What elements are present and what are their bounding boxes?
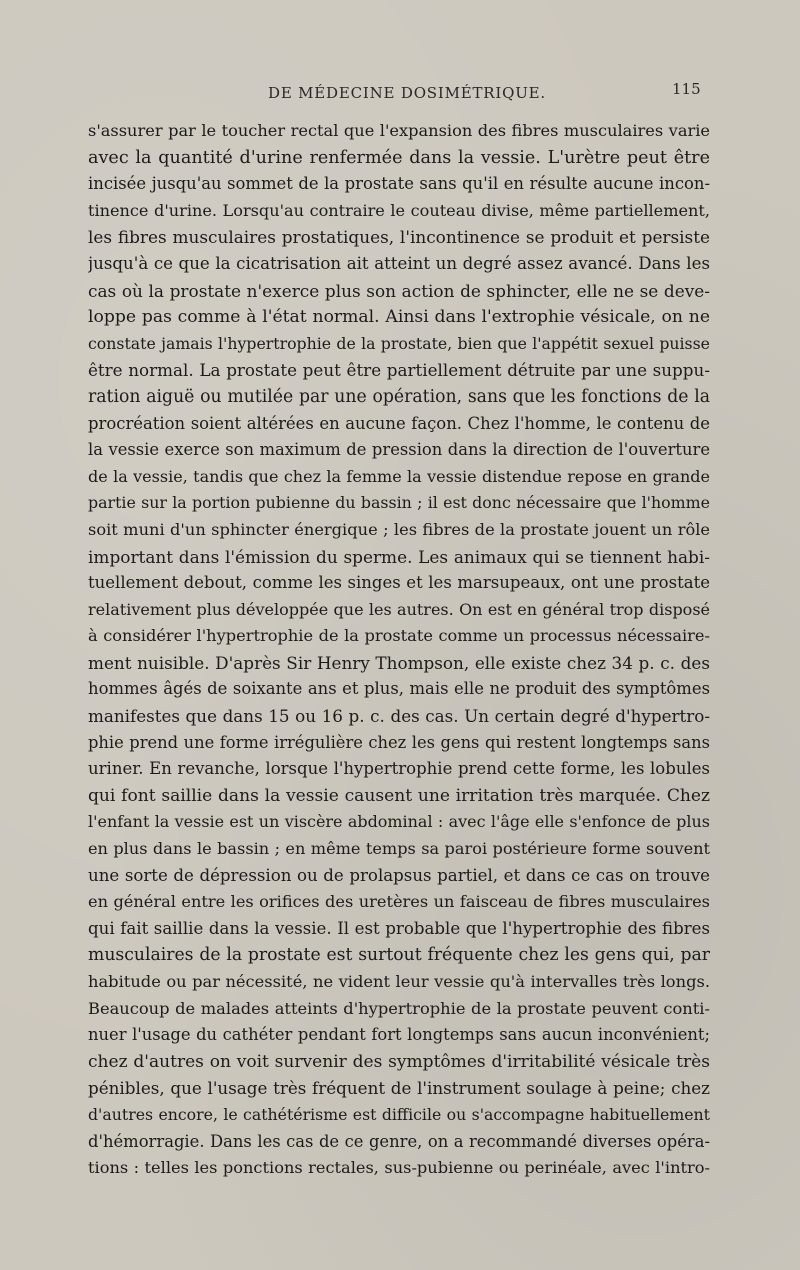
text-line: manifestes que dans 15 ou 16 p. c. des cas. Un certain degré d'hypertro- xyxy=(88,706,710,727)
text-line: d'hémorragie. Dans les cas de ce genre, on a recommandé diverses opéra- xyxy=(88,1131,710,1151)
text-line: uriner. En revanche, lorsque l'hypertrophie prend cette forme, les lobules xyxy=(88,759,710,779)
text-line: tinence d'urine. Lorsqu'au contraire le couteau divise, même partiellement, xyxy=(88,200,710,220)
text-line: à considérer l'hypertrophie de la prostate comme un processus nécessaire- xyxy=(88,626,710,646)
text-line: ment nuisible. D'après Sir Henry Thompson, elle existe chez 34 p. c. des xyxy=(88,652,710,673)
text-line: ration aiguë ou mutilée par une opération, sans que les fonctions de la xyxy=(88,386,710,407)
text-line: avec la quantité d'urine renfermée dans la vessie. L'urètre peut être xyxy=(88,147,710,168)
text-line: de la vessie, tandis que chez la femme la vessie distendue repose en grande xyxy=(88,466,710,486)
running-title: DE MÉDECINE DOSIMÉTRIQUE. xyxy=(268,84,546,102)
text-line: jusqu'à ce que la cicatrisation ait atteint un degré assez avancé. Dans les xyxy=(88,253,710,273)
text-line: la vessie exerce son maximum de pression dans la direction de l'ouverture xyxy=(88,440,710,460)
text-line: s'assurer par le toucher rectal que l'expansion des fibres musculaires varie xyxy=(88,121,710,140)
text-line: qui fait saillie dans la vessie. Il est probable que l'hypertrophie des fibres xyxy=(88,918,710,938)
text-line: soit muni d'un sphincter énergique ; les fibres de la prostate jouent un rôle xyxy=(88,519,710,539)
text-line: important dans l'émission du sperme. Les animaux qui se tiennent habi- xyxy=(88,546,710,567)
text-line: l'enfant la vessie est un viscère abdominal : avec l'âge elle s'enfonce de plus xyxy=(88,812,710,832)
text-line: chez d'autres on voit survenir des symptômes d'irritabilité vésicale très xyxy=(88,1051,710,1072)
text-line: pénibles, que l'usage très fréquent de l'instrument soulage à peine; chez xyxy=(88,1078,710,1099)
text-line: incisée jusqu'au sommet de la prostate sans qu'il en résulte aucune incon- xyxy=(88,174,710,194)
text-line: nuer l'usage du cathéter pendant fort longtemps sans aucun inconvénient; xyxy=(88,1025,710,1045)
text-line: les fibres musculaires prostatiques, l'incontinence se produit et persiste xyxy=(88,227,710,248)
text-line: hommes âgés de soixante ans et plus, mais elle ne produit des symptômes xyxy=(88,679,710,699)
text-line: partie sur la portion pubienne du bassin ; il est donc nécessaire que l'homme xyxy=(88,493,710,513)
text-line: tions : telles les ponctions rectales, sus-pubienne ou perinéale, avec l'intro- xyxy=(88,1158,710,1178)
text-line: habitude ou par nécessité, ne vident leur vessie qu'à intervalles très longs. xyxy=(88,972,710,991)
text-line: phie prend une forme irrégulière chez les gens qui restent longtemps sans xyxy=(88,732,710,752)
page-number: 115 xyxy=(672,80,701,98)
text-line: musculaires de la prostate est surtout fréquente chez les gens qui, par xyxy=(88,945,710,966)
text-line: d'autres encore, le cathétérisme est difficile ou s'accompagne habituellement xyxy=(88,1104,710,1124)
text-line: cas où la prostate n'exerce plus son action de sphincter, elle ne se deve- xyxy=(88,280,710,301)
text-line: procréation soient altérées en aucune façon. Chez l'homme, le contenu de xyxy=(88,413,710,433)
text-line: Beaucoup de malades atteints d'hypertrophie de la prostate peuvent conti- xyxy=(88,998,710,1018)
text-line: loppe pas comme à l'état normal. Ainsi dans l'extrophie vésicale, on ne xyxy=(88,307,710,328)
text-line: qui font saillie dans la vessie causent une irritation très marquée. Chez xyxy=(88,785,710,806)
text-line: en général entre les orifices des uretères un faisceau de fibres musculaires xyxy=(88,892,710,912)
text-line: tuellement debout, comme les singes et les marsupeaux, ont une prostate xyxy=(88,573,710,593)
text-line: être normal. La prostate peut être partiellement détruite par une suppu- xyxy=(88,360,710,381)
text-line: constate jamais l'hypertrophie de la prostate, bien que l'appétit sexuel puisse xyxy=(88,333,710,353)
text-line: en plus dans le bassin ; en même temps sa paroi postérieure forme souvent xyxy=(88,839,710,859)
text-line: relativement plus développée que les autres. On est en général trop disposé xyxy=(88,599,710,619)
body-text xyxy=(88,118,710,1182)
text-line: une sorte de dépression ou de prolapsus partiel, et dans ce cas on trouve xyxy=(88,865,710,885)
